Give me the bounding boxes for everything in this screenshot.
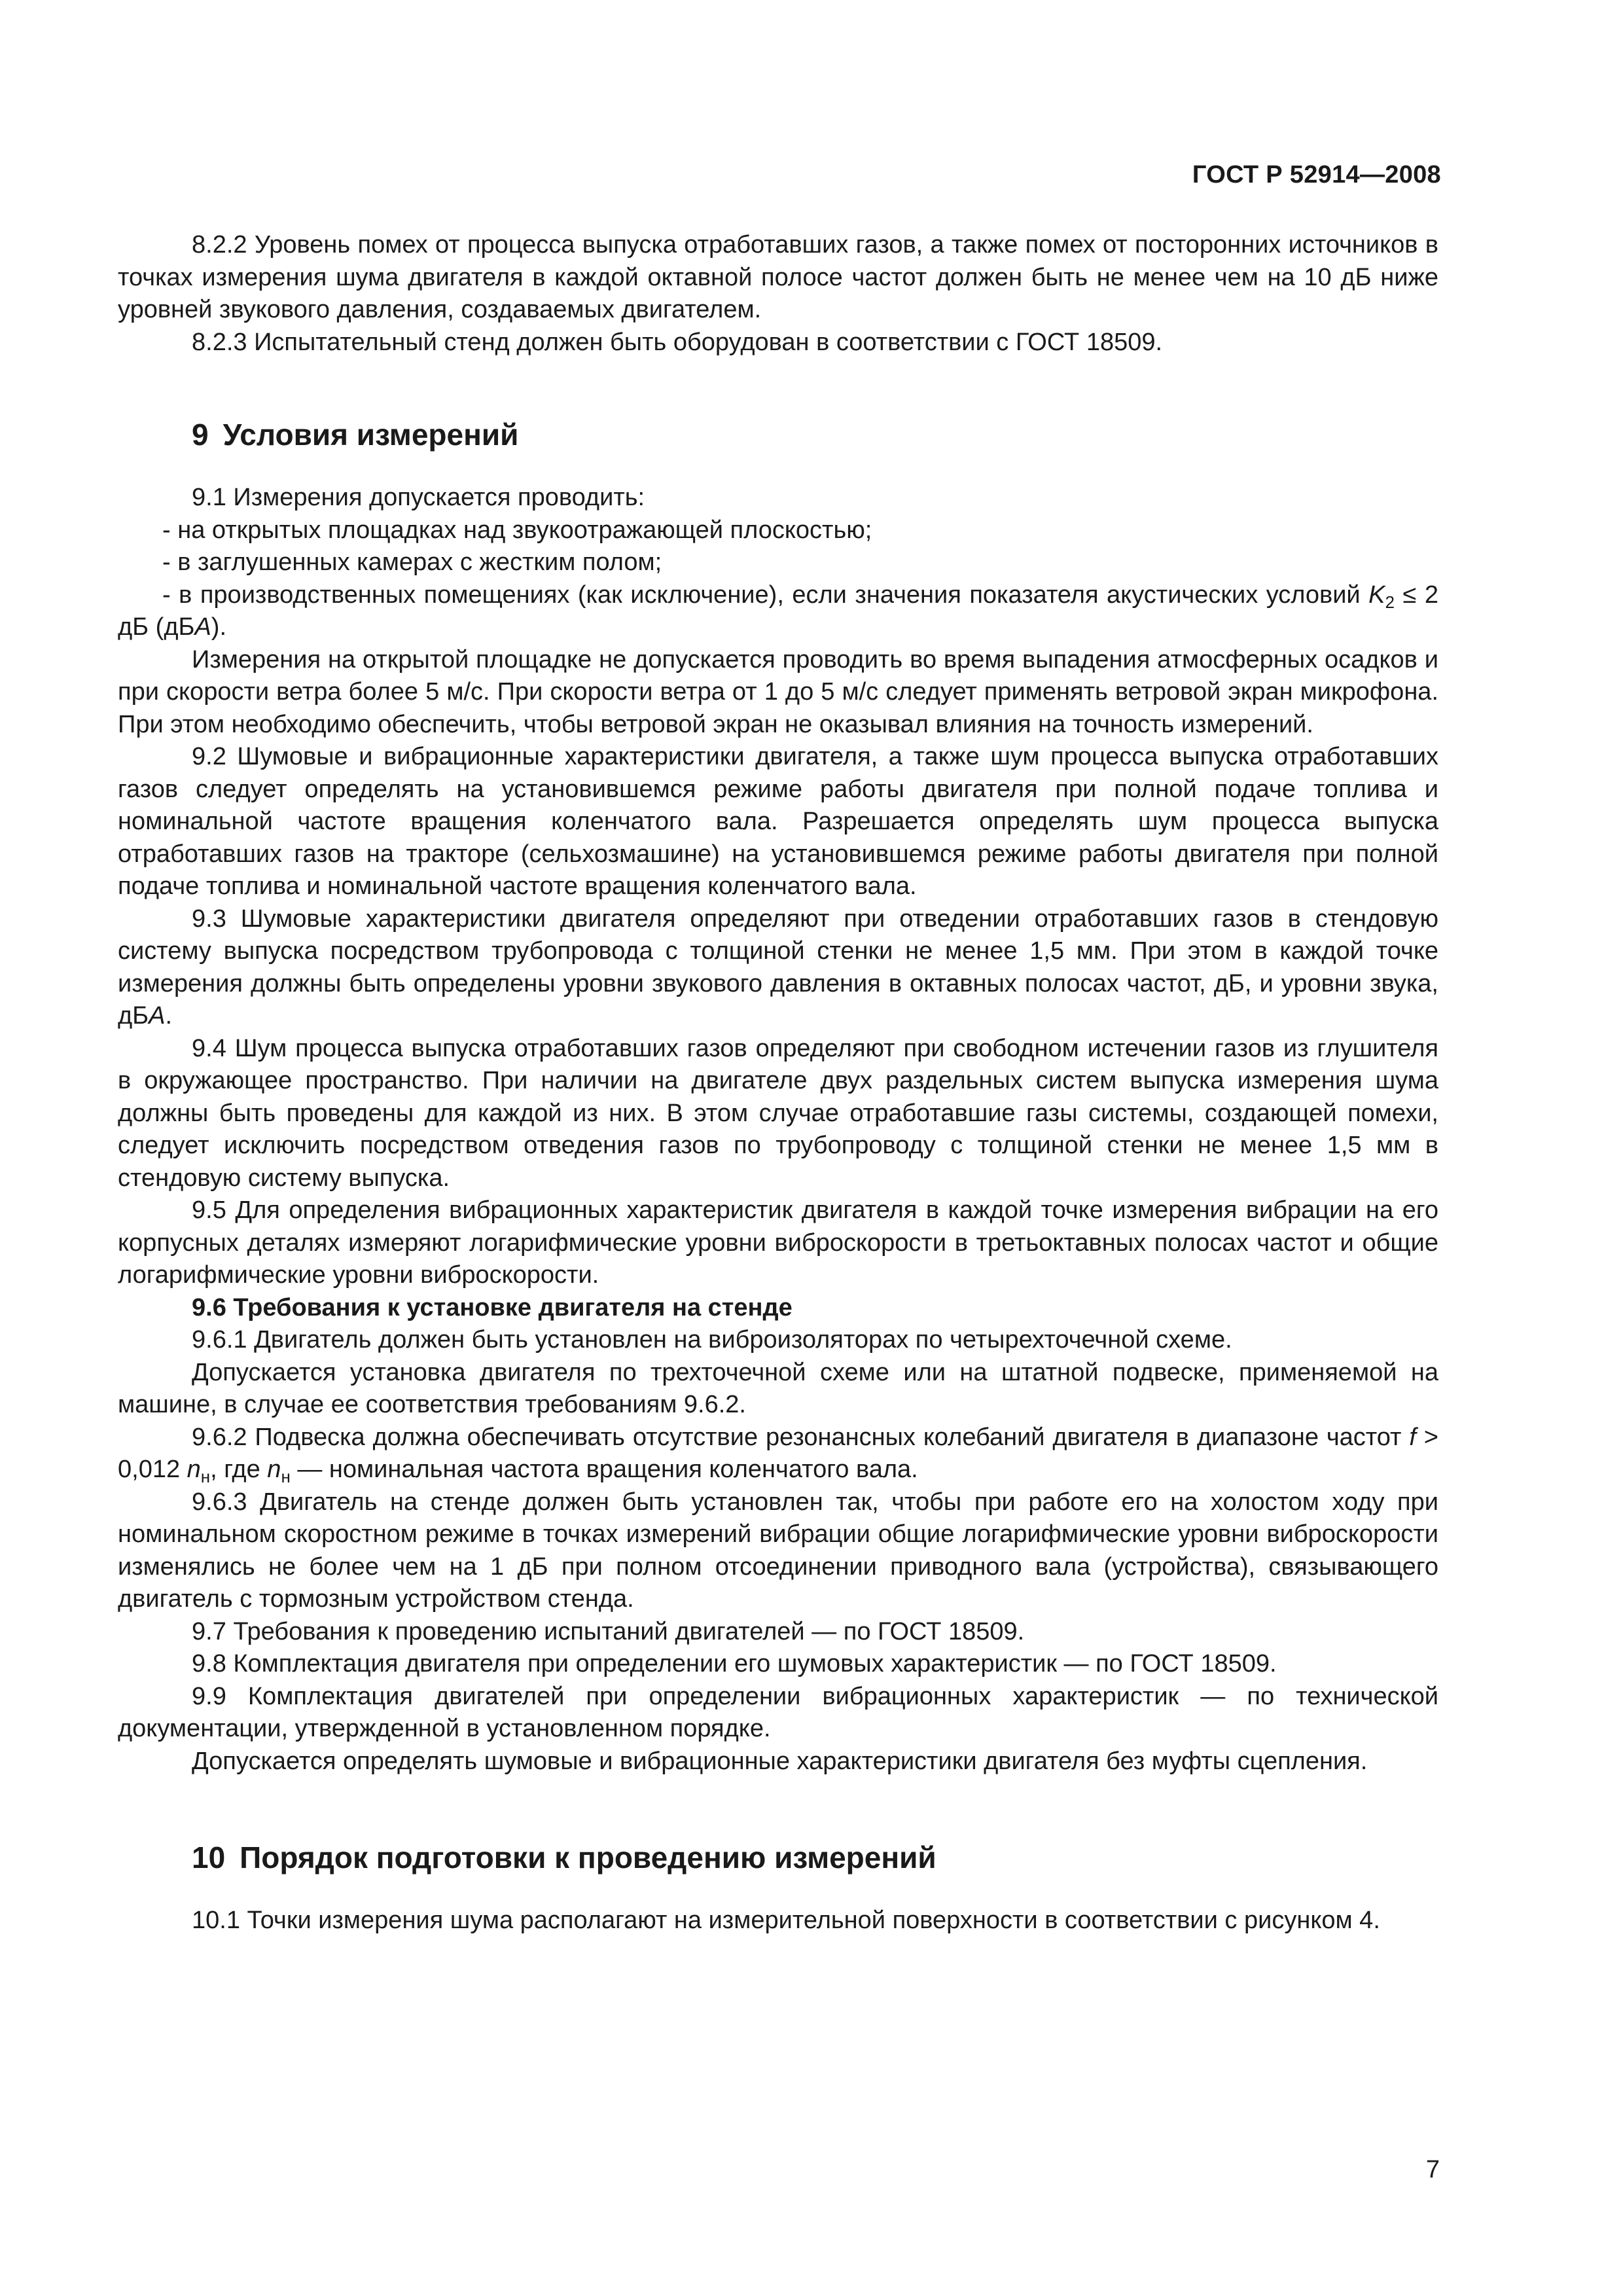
section-10-number: 10	[192, 1840, 226, 1874]
section-9-number: 9	[192, 418, 209, 452]
paragraph-9-2: 9.2 Шумовые и вибрационные характеристики двигателя, а также шум процесса выпуска отработавших газов следует определять на установившемся режиме работы двигателя при полной подаче топлива и номинальной частоте вращения коленчатого вала. Разрешается определять шум процесса выпуска отработавших газов на тракторе (сельхозмашине) на установившемся режиме работы двигателя при полной подаче топлива и номинальной частоте вращения коленчатого вала.	[118, 743, 1438, 900]
paragraph-9-9: 9.9 Комплектация двигателей при определении вибрационных характеристик — по технической документации, утвержденной в установленном порядке.	[118, 1682, 1438, 1742]
section-10-title: Порядок подготовки к проведению измерений	[240, 1840, 936, 1874]
paragraph-9-8: 9.8 Комплектация двигателя при определении его шумовых характеристик — по ГОСТ 18509.	[192, 1650, 1277, 1677]
section-9-title: Условия измерений	[223, 418, 519, 452]
page-content	[118, 229, 1438, 1937]
list-item: - на открытых площадках над звукоотражающей плоскостью;	[162, 516, 872, 544]
paragraph-9-3: 9.3 Шумовые характеристики двигателя определяют при отведении отработавших газов в стендовую систему выпуска посредством трубопровода с толщиной стенки не менее 1,5 мм. При этом в каждой точке измерения должны быть определены уровни звукового давления в октавных полосах частот, дБ, и уровни звука, дБA.	[118, 905, 1438, 1030]
paragraph-9-1: 9.1 Измерения допускается проводить:	[192, 484, 645, 511]
subsection-9-6-title: 9.6 Требования к установке двигателя на стенде	[192, 1293, 793, 1321]
standard-designation: ГОСТ Р 52914—2008	[1192, 161, 1441, 188]
paragraph-9-4: 9.4 Шум процесса выпуска отработавших газов определяют при свободном истечении газов из глушителя в окружающее пространство. При наличии на двигателе двух раздельных систем выпуска измерения шума должны быть проведены для каждой из них. В этом случае отработавшие газы системы, создающей помехи, следует исключить посредством отведения газов по трубопроводу с толщиной стенки не менее 1,5 мм в стендовую систему выпуска.	[118, 1034, 1438, 1192]
paragraph-9-6-1: 9.6.1 Двигатель должен быть установлен на виброизоляторах по четырехточечной схеме.	[192, 1326, 1232, 1354]
paragraph-8-2-2: 8.2.2 Уровень помех от процесса выпуска отработавших газов, а также помех от посторонних источников в точках измерения шума двигателя в каждой октавной полосе частот должен быть не менее чем на 10 дБ ниже уровней звукового давления, создаваемых двигателем.	[118, 231, 1438, 323]
paragraph-9-7: 9.7 Требования к проведению испытаний двигателей — по ГОСТ 18509.	[192, 1617, 1025, 1645]
paragraph-9-6-3: 9.6.3 Двигатель на стенде должен быть установлен так, чтобы при работе его на холостом ходу при номинальном скоростном режиме в точках измерений вибрации общие логарифмические уровни виброскорости изменялись не более чем на 1 дБ при полном отсоединении приводного вала (устройства), связывающего двигатель с тормозным устройством стенда.	[118, 1488, 1438, 1613]
page-number: 7	[1425, 2156, 1440, 2183]
section-9-heading	[118, 415, 1438, 454]
paragraph-9-6-1-note: Допускается установка двигателя по трехточечной схеме или на штатной подвеске, применяемой на машине, в случае ее соответствия требованиям 9.6.2.	[118, 1358, 1438, 1418]
paragraph-10-1: 10.1 Точки измерения шума располагают на измерительной поверхности в соответствии с рисунком 4.	[192, 1907, 1380, 1934]
section-10-heading	[118, 1838, 1438, 1877]
paragraph-9-6-2: 9.6.2 Подвеска должна обеспечивать отсутствие резонансных колебаний двигателя в диапазоне частот f > 0,012 $n_н$, где $n_н$ — номинальная частота вращения коленчатого вала.	[118, 1423, 1438, 1486]
paragraph-8-2-3: 8.2.3 Испытательный стенд должен быть оборудован в соответствии с ГОСТ 18509.	[192, 328, 1163, 356]
list-item-acoustic-conditions: - в производственных помещениях (как исключение), если значения показателя акустических условий $K_2 \le 2$ дБ (дБA).	[118, 581, 1438, 641]
paragraph-9-5: 9.5 Для определения вибрационных характеристик двигателя в каждой точке измерения вибрации на его корпусных деталях измеряют логарифмические уровни виброскорости в третьоктавных полосах частот и общие логарифмические уровни виброскорости.	[118, 1196, 1438, 1289]
paragraph-open-area: Измерения на открытой площадке не допускается проводить во время выпадения атмосферных осадков и при скорости ветра более 5 м/с. При скорости ветра от 1 до 5 м/с следует применять ветровой экран микрофона. При этом необходимо обеспечить, чтобы ветровой экран не оказывал влияния на точность измерений.	[118, 645, 1438, 738]
paragraph-9-9-note: Допускается определять шумовые и вибрационные характеристики двигателя без муфты сцепления.	[192, 1747, 1368, 1775]
list-item: - в заглушенных камерах с жестким полом;	[162, 548, 662, 576]
